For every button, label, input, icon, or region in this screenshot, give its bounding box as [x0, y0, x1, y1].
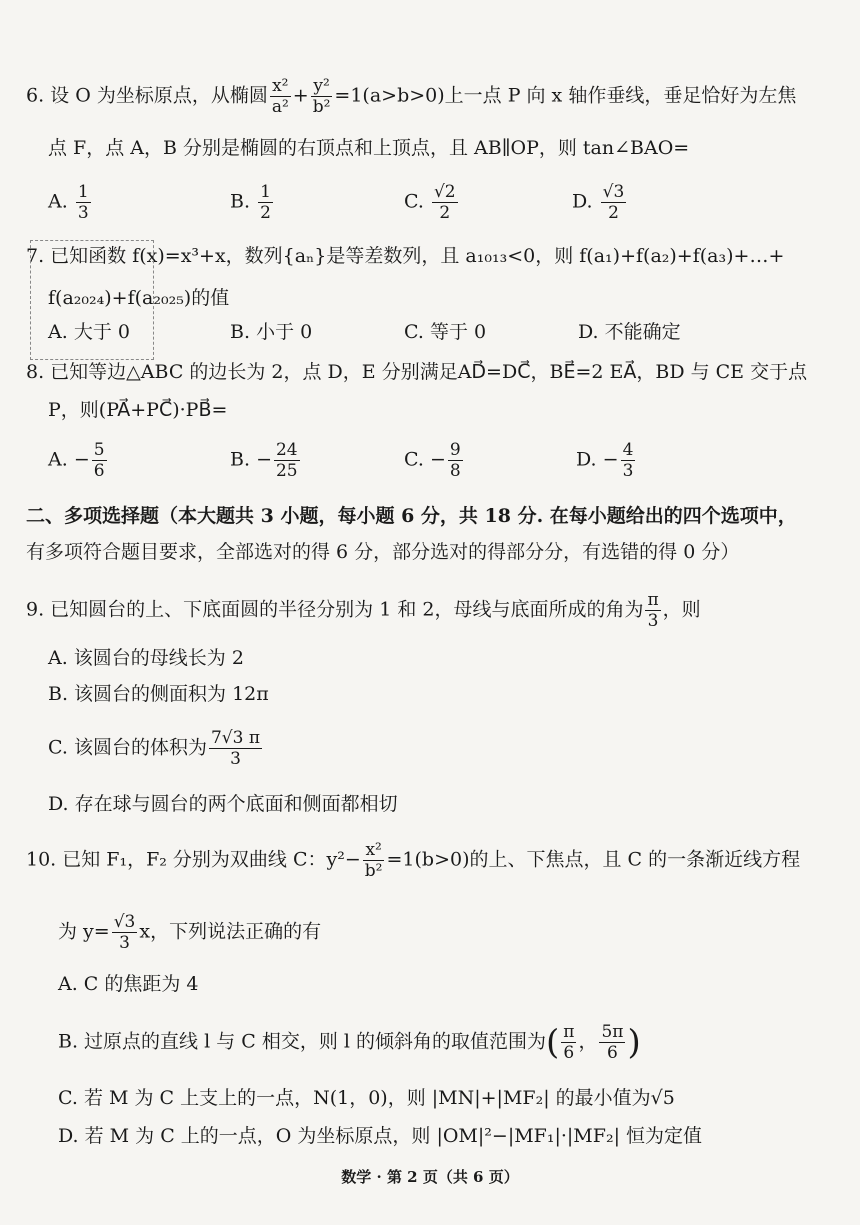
q7-options [0, 318, 860, 346]
q6-option-d: D. $\frac{√3}{2}$ [572, 182, 625, 223]
q8-line2: P，则(PA⃗+PC⃗)·PB⃗= [48, 399, 228, 421]
q7-line1: 7. 已知函数 f(x)=x³+x，数列{aₙ}是等差数列，且 a₁₀₁₃<0，则 f(a₁)+f(a₂)+f(a₃)+…+ [26, 245, 785, 267]
q6-frac-x2a2: $\frac{\text{x²}}{\text{a²}}$ [271, 76, 289, 117]
q9-option-a: A. 该圆台的母线长为 2 [48, 647, 244, 669]
q7-option-a: A. 大于 0 [48, 321, 130, 343]
q9-option-b: B. 该圆台的侧面积为 12π [48, 683, 269, 705]
q10-line1: 10. 已知 F₁，F₂ 分别为双曲线 C：y²− $\frac{\text{x²}}{\text{b²}}$ =1(b>0)的上、下焦点，且 C 的一条渐近线方程 [26, 840, 801, 881]
q7-line2: f(a₂₀₂₄)+f(a₂₀₂₅)的值 [48, 287, 230, 309]
q8-option-b: B. − $\frac{24}{25}$ [230, 440, 298, 481]
q6-text-b: =1(a>b>0)上一点 P 向 x 轴作垂线，垂足恰好为左焦 [334, 84, 797, 107]
q8-line1: 8. 已知等边△ABC 的边长为 2，点 D，E 分别满足AD⃗=DC⃗，BE⃗=2 EA⃗，BD 与 CE 交于点 [26, 361, 808, 383]
q10-option-d: D. 若 M 为 C 上的一点，O 为坐标原点，则 |OM|²−|MF₁|·|MF₂| 恒为定值 [58, 1125, 703, 1147]
q6-line2: 点 F，点 A，B 分别是椭圆的右顶点和上顶点，且 AB∥OP，则 tan∠BAO= [48, 137, 690, 159]
q7-option-d: D. 不能确定 [578, 321, 681, 343]
q10-line2: 为 y= $\frac{√3}{3}$ x，下列说法正确的有 [58, 912, 322, 953]
q6-frac-y2b2: $\frac{\text{y²}}{\text{b²}}$ [312, 76, 331, 117]
q9-frac-pi3: $\frac{\pi}{3}$ [647, 590, 659, 631]
q10-option-a: A. C 的焦距为 4 [58, 973, 199, 995]
q9-line1: 9. 已知圆台的上、下底面圆的半径分别为 1 和 2，母线与底面所成的角为 $\frac{\pi}{3}$ ，则 [26, 590, 701, 631]
section2-line2: 有多项符合题目要求，全部选对的得 6 分，部分选对的得部分分，有选错的得 0 分） [26, 541, 740, 563]
q9-option-c: C. 该圆台的体积为 $\frac{7√3 \pi}{3}$ [48, 728, 260, 769]
q6-option-a: A. $\frac{1}{3}$ [48, 182, 89, 223]
q9-option-d: D. 存在球与圆台的两个底面和侧面都相切 [48, 793, 398, 815]
page-footer: 数学 · 第 2 页（共 6 页） [341, 1168, 519, 1186]
q6-line1: 6. 设 O 为坐标原点，从椭圆 $\frac{\text{x²}}{\text{a²}}$ + $\frac{\text{y²}}{\text{b²}}$ =1(a>b>0)上一点 P 向 x 轴作垂线，垂足恰好为左焦 [26, 76, 797, 117]
q6-option-b: B. $\frac{1}{2}$ [230, 182, 271, 223]
q6-text-a: 6. 设 O 为坐标原点，从椭圆 [26, 84, 268, 107]
q6-option-c: C. $\frac{√2}{2}$ [404, 182, 456, 223]
q8-option-a: A. − $\frac{5}{6}$ [48, 440, 105, 481]
q10-frac-x2b2: $\frac{\text{x²}}{\text{b²}}$ [364, 840, 383, 881]
q8-options [0, 440, 860, 490]
q7-option-b: B. 小于 0 [230, 321, 313, 343]
q8-option-c: C. − $\frac{9}{8}$ [404, 440, 461, 481]
q10-option-c: C. 若 M 为 C 上支上的一点，N(1，0)，则 |MN|+|MF₂| 的最小值为√5 [58, 1087, 675, 1109]
q7-option-c: C. 等于 0 [404, 321, 487, 343]
section2-line1: 二、多项选择题（本大题共 3 小题，每小题 6 分，共 18 分. 在每小题给出的四个选项中， [26, 505, 797, 527]
q6-options [0, 182, 860, 232]
q10-option-b: B. 过原点的直线 l 与 C 相交，则 l 的倾斜角的取值范围为( $\frac{\pi}{6}$ ， $\frac{5\pi}{6}$ ) [58, 1022, 641, 1063]
q8-option-d: D. − $\frac{4}{3}$ [576, 440, 634, 481]
